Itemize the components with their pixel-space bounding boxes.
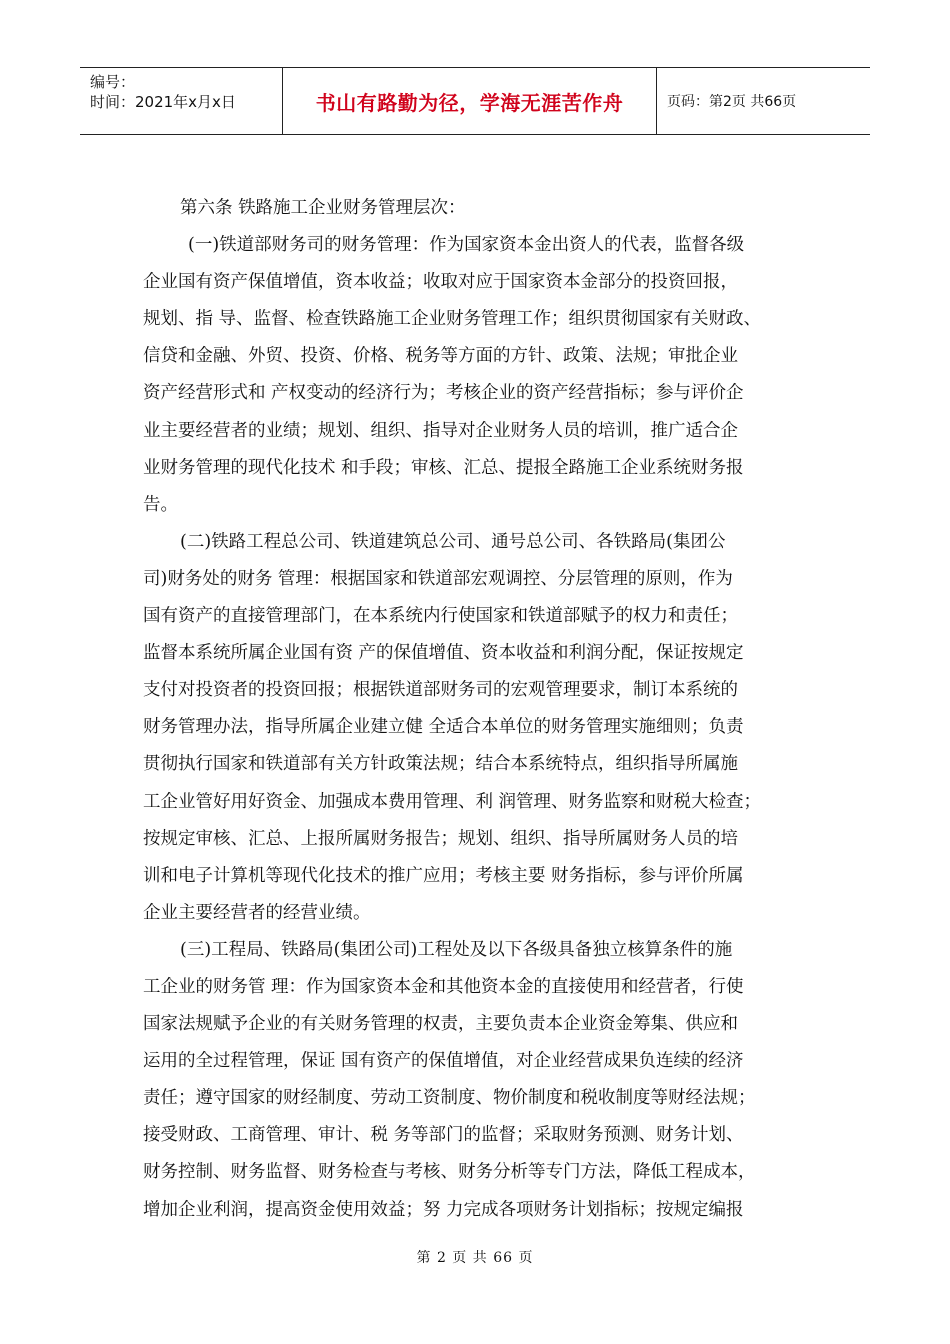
text-line: 增加企业利润，提高资金使用效益；努 力完成各项财务计划指标；按规定编报 [143,1199,744,1220]
header-table [80,67,870,135]
text-line: 资产经营形式和 产权变动的经济行为；考核企业的资产经营指标；参与评价企 [143,383,744,404]
article-heading: 第六条 铁路施工企业财务管理层次： [180,198,466,218]
text-line: 接受财政、工商管理、审计、税 务等部门的监督；采取财务预测、财务计划、 [143,1125,744,1146]
text-line: 运用的全过程管理，保证 国有资产的保值增值，对企业经营成果负连续的经济 [143,1051,744,1072]
document-body [143,190,823,1229]
text-line: 企业国有资产保值增值，资本收益；收取对应于国家资本金部分的投资回报， [143,272,738,293]
footer-page-number: 第 2 页 共 66 页 [416,1250,534,1266]
page-code: 页码：第2页 共66页 [667,94,797,110]
text-line: 财务管理办法，指导所属企业建立健 全适合本单位的财务管理实施细则；负责 [143,717,744,738]
text-line: 业主要经营者的业绩；规划、组织、指导对企业财务人员的培训，推广适合企 [143,420,738,441]
text-line: 业财务管理的现代化技术 和手段；审核、汇总、提报全路施工企业系统财务报 [143,457,744,478]
header-meta-cell [80,68,283,134]
text-line: 财务控制、财务监督、财务检查与考核、财务分析等专门方法，降低工程成本， [143,1162,756,1183]
text-line: 按规定审核、汇总、上报所属财务报告；规划、组织、指导所属财务人员的培 [143,828,738,849]
text-line: 责任；遵守国家的财经制度、劳动工资制度、物价制度和税收制度等财经法规； [143,1088,756,1109]
text-line: 工企业的财务管 理：作为国家资本金和其他资本金的直接使用和经营者，行使 [143,976,744,997]
motto-cell [283,68,657,134]
text-line: 企业主要经营者的经营业绩。 [143,902,371,923]
text-line: (三)工程局、铁路局(集团公司)工程处及以下各级具备独立核算条件的施 [180,939,733,960]
text-line: 工企业管好用好资金、加强成本费用管理、利 润管理、财务监察和财税大检查； [143,791,762,812]
text-line: 国有资产的直接管理部门，在本系统内行使国家和铁道部赋予的权力和责任； [143,606,738,627]
page-code-cell [657,68,870,134]
motto-text: 书山有路勤为径，学海无涯苦作舟 [315,90,624,115]
text-line: (二)铁路工程总公司、铁道建筑总公司、通号总公司、各铁路局(集团公 [180,531,726,552]
text-line: 司)财务处的财务 管理：根据国家和铁道部宏观调控、分层管理的原则，作为 [143,568,733,589]
text-line: 支付对投资者的投资回报；根据铁道部财务司的宏观管理要求，制订本系统的 [143,680,738,701]
number-label: 编号： [90,73,136,91]
time-label: 时间：2021年x月x日 [90,93,236,111]
text-line: 监督本系统所属企业国有资 产的保值增值、资本收益和利润分配，保证按规定 [143,643,744,664]
text-line: 国家法规赋予企业的有关财务管理的权责，主要负责本企业资金筹集、供应和 [143,1014,738,1035]
text-line: (一)铁道部财务司的财务管理：作为国家资本金出资人的代表，监督各级 [188,235,745,256]
text-line: 告。 [143,494,178,515]
text-line: 贯彻执行国家和铁道部有关方针政策法规；结合本系统特点，组织指导所属施 [143,754,738,775]
text-line: 训和电子计算机等现代化技术的推广应用；考核主要 财务指标，参与评价所属 [143,865,744,886]
text-line: 信贷和金融、外贸、投资、价格、税务等方面的方针、政策、法规；审批企业 [143,346,738,367]
text-line: 规划、指 导、监督、检查铁路施工企业财务管理工作；组织贯彻国家有关财政、 [143,309,762,330]
page-footer [0,1247,950,1267]
